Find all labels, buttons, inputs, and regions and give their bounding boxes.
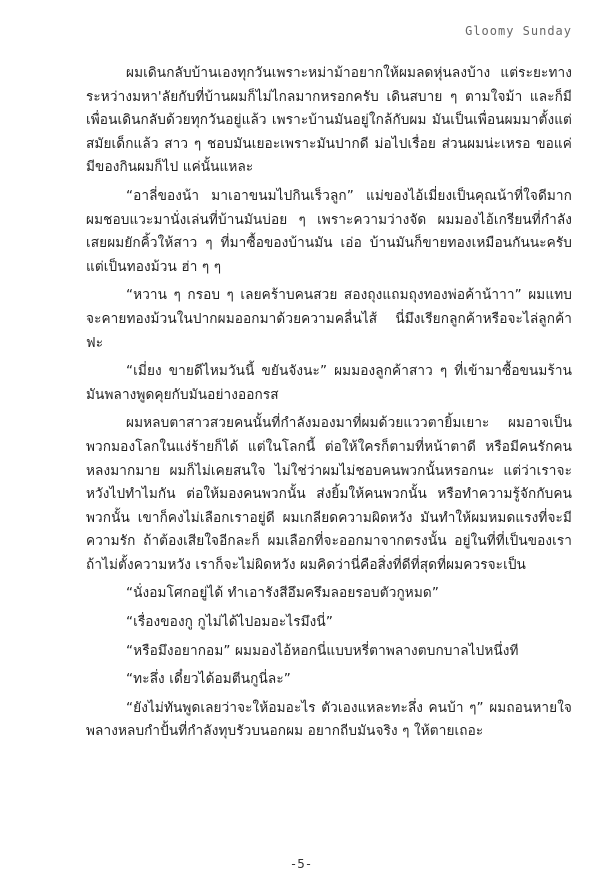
paragraph: “อาลี่ของน้า มาเอาขนมไปกินเร็วลูก” แม่ของไอ้เมี่ยงเป็นคุณน้าที่ใจดีมาก ผมชอบแวะมานั่งเล่นที่บ้านมันบ่อย ๆ เพราะความว่างจัด ผมมองไอ้เกรียนที่กำลังเสยผมยักคิ้วให้สาว ๆ ที่มาซื้อของบ้านมัน เอ่อ บ้านมันก็ขายทองเหมือนกันนะครับ แต่เป็นทองม้วน ฮ่า ๆ ๆ: [86, 187, 572, 275]
dialogue-line: “หรือมึงอยากอม” ผมมองไอ้หอกนี่แบบหรี่ตาพลางตบกบาลไปหนึ่งที: [126, 642, 519, 659]
paragraph: ผมหลบตาสาวสวยคนนั้นที่กำลังมองมาที่ผมด้วยแววตายิ้มเยาะ ผมอาจเป็นพวกมองโลกในแง่ร้ายก็ได้ แต่ในโลกนี้ ต่อให้ใครก็ตามที่หน้าตาดี หรือมีคนรักคนหลงมากมาย ผมก็ไม่เคยสนใจ ไม่ใช่ว่าผมไม่ชอบคนพวกนั้นหรอกนะ แต่ว่าเราจะหวังไปทำไมกัน ต่อให้มองคนพวกนั้น ส่งยิ้มให้คนพวกนั้น หรือทำความรู้จักกับคนพวกนั้น เขาก็คงไม่เลือกเราอยู่ดี ผมเกลียดความผิดหวัง มันทำให้ผมหมดแรงที่จะมีความรัก ถ้าต้องเสียใจอีกละก็ ผมเลือกที่จะออกมาจากตรงนั้น อยู่ในที่ที่เป็นของเรา ถ้าไม่ตั้งความหวัง เราก็จะไม่ผิดหวัง ผมคิดว่านี่คือสิ่งที่ดีที่สุดที่ผมควรจะเป็น: [86, 415, 572, 573]
paragraph: “เมี่ยง ขายดีไหมวันนี้ ขยันจังนะ” ผมมองลูกค้าสาว ๆ ที่เข้ามาซื้อขนมร้านมันพลางพูดคุยกับมันอย่างออกรส: [86, 363, 572, 403]
page-number: -5-: [289, 856, 313, 871]
page-body: [86, 62, 572, 749]
paragraph: “ยังไม่ทันพูดเลยว่าจะให้อมอะไร ตัวเองแหละทะลึ่ง คนบ้า ๆ” ผมถอนหายใจพลางหลบกำปั้นที่กำลังทุบรัวบนอกผม อยากถีบมันจริง ๆ ให้ตายเถอะ: [86, 699, 572, 740]
paragraph: “หวาน ๆ กรอบ ๆ เลยคร้าบคนสวย สองถุงแถมถุงทองพ่อค้าน้าาา” ผมแทบจะคายทองม้วนในปากผมออกมาด้วยความคลื่นไส้ นี่มึงเรียกลูกค้าหรือจะไล่ลูกค้าฟะ: [86, 287, 572, 351]
paragraph: ผมเดินกลับบ้านเองทุกวันเพราะหม่าม้าอยากให้ผมลดหุ่นลงบ้าง แต่ระยะทางระหว่างมหา'ลัยกับที่บ้านผมก็ไม่ไกลมากหรอกครับ เดินสบาย ๆ ตามใจม้า และก็มีเพื่อนเดินกลับด้วยทุกวันอยู่แล้ว เพราะบ้านมันอยู่ใกล้กับผม มันเป็นเพื่อนผมมาตั้งแต่สมัยเด็กแล้ว สาว ๆ ชอบมันเยอะเพราะมันปากดี ม่อไปเรื่อย ส่วนผมน่ะเหรอ ขอแค่มีของกินผมก็ไป แค่นั้นแหละ: [86, 65, 572, 176]
dialogue-line: “ทะลึ่ง เดี๋ยวได้อมตีนกูนี่ละ”: [126, 671, 291, 688]
dialogue-line: “เรื่องของกู กูไม่ได้ไปอมอะไรมึงนี่”: [126, 614, 333, 631]
running-header: Gloomy Sunday: [465, 24, 572, 38]
dialogue-line: “นั่งอมโศกอยู่ได้ ทำเอารังสีอึมครึมลอยรอบตัวกูหมด”: [126, 585, 439, 602]
